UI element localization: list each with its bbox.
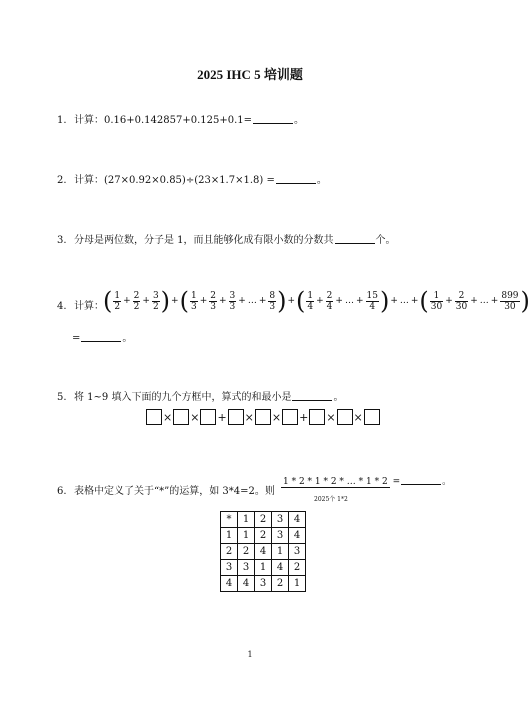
table-cell: * <box>221 512 238 528</box>
operator-sign: + <box>299 410 309 424</box>
fraction <box>366 291 379 312</box>
plus-sign: + <box>287 296 296 306</box>
table-cell: 2 <box>272 576 289 592</box>
plus-sign: + <box>335 296 343 306</box>
question-number: 6. <box>57 486 67 497</box>
left-paren: ( <box>419 287 429 315</box>
table-cell: 3 <box>255 576 272 592</box>
fraction-group-4 <box>429 290 521 312</box>
question-number: 2. <box>57 175 67 186</box>
fraction <box>190 291 198 312</box>
table-cell: 1 <box>238 528 255 544</box>
question-text: 计算：0.16+0.142857+0.125+0.1= <box>74 115 253 126</box>
table-cell: 1 <box>272 544 289 560</box>
table-cell: 2 <box>238 544 255 560</box>
table-row <box>221 528 306 544</box>
plus-sign: + <box>238 296 246 306</box>
table-row <box>221 576 306 592</box>
ellipsis: … <box>479 296 489 306</box>
equals-sign: = <box>72 333 81 344</box>
denominator: 4 <box>307 301 314 312</box>
table-cell: 4 <box>289 512 306 528</box>
denominator: 2 <box>152 301 159 312</box>
fraction <box>455 291 468 312</box>
table-cell: 1 <box>289 576 306 592</box>
ellipsis: … <box>344 296 354 306</box>
numerator: 3 <box>152 290 159 301</box>
fraction <box>229 291 237 312</box>
chain-count-note: 2025个 1*2 <box>314 496 348 503</box>
table-cell: 3 <box>272 512 289 528</box>
punct: 个。 <box>375 235 396 246</box>
question-text: 表格中定义了关于“*”的运算，如 3*4=2。则 <box>74 486 275 497</box>
fraction-group-2 <box>189 290 277 312</box>
table-cell: 2 <box>255 512 272 528</box>
numerator: 899 <box>501 290 519 301</box>
plus-sign: + <box>218 296 227 306</box>
fraction <box>268 291 276 312</box>
table-cell: 4 <box>221 576 238 592</box>
question-text: 将 1~9 填入下面的九个方框中，算式的和最小是 <box>74 392 292 403</box>
question-2 <box>57 171 327 186</box>
question-5 <box>57 388 343 403</box>
fraction <box>500 291 519 312</box>
denominator: 4 <box>369 301 376 312</box>
plus-sign: + <box>390 296 398 306</box>
fraction-group-1 <box>112 290 160 312</box>
numerator: 3 <box>229 290 236 301</box>
operator-sign: × <box>163 410 173 424</box>
plus-sign: + <box>123 296 131 306</box>
number-box[interactable] <box>228 409 244 425</box>
plus-sign: + <box>445 296 453 306</box>
number-box[interactable] <box>337 409 353 425</box>
number-box[interactable] <box>200 409 216 425</box>
table-row <box>221 544 306 560</box>
question-number: 3. <box>57 235 67 246</box>
punct: 。 <box>122 333 133 344</box>
denominator: 3 <box>229 301 236 312</box>
fraction <box>113 291 121 312</box>
table-cell: 2 <box>289 560 306 576</box>
number-box[interactable] <box>364 409 380 425</box>
answer-blank[interactable] <box>292 391 332 401</box>
question-4-line2 <box>72 329 132 344</box>
denominator: 3 <box>190 301 197 312</box>
question-label: 计算： <box>74 301 104 312</box>
number-box[interactable] <box>309 409 325 425</box>
operator-sign: × <box>326 410 336 424</box>
table-cell: 1 <box>255 560 272 576</box>
denominator: 3 <box>269 301 276 312</box>
left-paren: ( <box>103 287 113 315</box>
table-cell: 3 <box>272 528 289 544</box>
table-cell: 4 <box>255 544 272 560</box>
denominator: 2 <box>133 301 140 312</box>
operation-table <box>220 511 306 592</box>
question-4 <box>57 297 104 312</box>
operator-sign: × <box>353 410 363 424</box>
left-paren: ( <box>179 287 189 315</box>
table-row <box>221 560 306 576</box>
numerator: 2 <box>455 291 468 302</box>
fraction <box>430 291 443 312</box>
operator-sign: × <box>271 410 282 424</box>
table-cell: 1 <box>238 512 255 528</box>
question-number: 4. <box>57 301 67 312</box>
plus-sign: + <box>199 296 208 306</box>
fraction <box>209 291 217 312</box>
plus-sign: + <box>171 296 179 306</box>
equals-sign: = <box>392 477 401 487</box>
numerator: 8 <box>269 290 276 301</box>
page-title: 2025 IHC 5 培训题 <box>197 67 303 82</box>
table-cell: 1 <box>221 528 238 544</box>
question-3 <box>57 231 396 246</box>
question-number: 5. <box>57 392 67 403</box>
fraction <box>152 291 160 312</box>
punct: 。 <box>294 115 305 126</box>
answer-blank[interactable] <box>401 475 441 485</box>
fraction <box>326 291 334 312</box>
number-box[interactable] <box>173 409 189 425</box>
answer-blank[interactable] <box>276 174 316 184</box>
numerator: 1 <box>307 290 314 301</box>
answer-blank[interactable] <box>81 332 121 342</box>
table-cell: 2 <box>255 528 272 544</box>
operator-sign: × <box>190 410 200 424</box>
right-paren: ) <box>379 287 390 315</box>
denominator: 30 <box>504 301 516 312</box>
number-box[interactable] <box>146 409 162 425</box>
answer-blank[interactable] <box>335 234 375 244</box>
question-1 <box>57 111 304 126</box>
plus-sign: + <box>490 296 499 306</box>
table-row <box>221 512 306 528</box>
table-cell: 4 <box>238 576 255 592</box>
denominator: 3 <box>210 301 216 312</box>
plus-sign: + <box>355 296 364 306</box>
denominator: 30 <box>430 301 443 312</box>
plus-sign: + <box>410 296 419 306</box>
plus-sign: + <box>316 296 324 306</box>
left-paren: ( <box>296 287 306 315</box>
denominator: 30 <box>455 301 468 312</box>
right-paren: ) <box>277 287 287 315</box>
punct: 。 <box>442 477 452 487</box>
numerator: 15 <box>366 290 378 301</box>
plus-sign: + <box>470 296 478 306</box>
table-cell: 3 <box>289 544 306 560</box>
plus-sign: + <box>258 296 267 306</box>
denominator: 2 <box>114 301 121 312</box>
table-cell: 3 <box>221 560 238 576</box>
q6-expression <box>281 474 451 488</box>
fraction-group-3 <box>305 290 380 312</box>
numerator: 1 <box>430 291 443 302</box>
page-number: 1 <box>247 650 253 659</box>
number-box[interactable] <box>282 409 298 425</box>
operation-chain: 1 * 2 * 1 * 2 * … * 1 * 2 <box>283 477 388 487</box>
numerator: 2 <box>133 290 140 301</box>
right-paren: ) <box>520 287 530 315</box>
operator-sign: × <box>244 410 254 424</box>
right-paren: ) <box>160 287 171 315</box>
fraction <box>306 291 314 312</box>
ellipsis: … <box>247 296 257 306</box>
q4-expression <box>103 289 530 313</box>
numerator: 1 <box>114 290 121 301</box>
numerator: 1 <box>190 290 197 301</box>
number-box[interactable] <box>255 409 271 425</box>
question-text: 分母是两位数，分子是 1，而且能够化成有限小数的分数共 <box>74 235 334 246</box>
question-text: 计算：(27×0.92×0.85)÷(23×1.7×1.8) = <box>74 175 275 186</box>
denominator: 4 <box>326 301 333 312</box>
fraction <box>133 291 141 312</box>
table-cell: 2 <box>221 544 238 560</box>
operator-sign: + <box>217 410 227 424</box>
ellipsis: … <box>399 296 409 306</box>
number-box-row <box>146 409 380 425</box>
plus-sign: + <box>142 296 150 306</box>
answer-blank[interactable] <box>253 114 293 124</box>
numerator: 2 <box>210 290 216 301</box>
numerator: 2 <box>326 290 333 301</box>
punct: 。 <box>333 392 344 403</box>
table-cell: 4 <box>289 528 306 544</box>
punct: 。 <box>316 175 327 186</box>
table-cell: 3 <box>238 560 255 576</box>
question-6 <box>57 482 275 497</box>
table-cell: 4 <box>272 560 289 576</box>
question-number: 1. <box>57 115 67 126</box>
